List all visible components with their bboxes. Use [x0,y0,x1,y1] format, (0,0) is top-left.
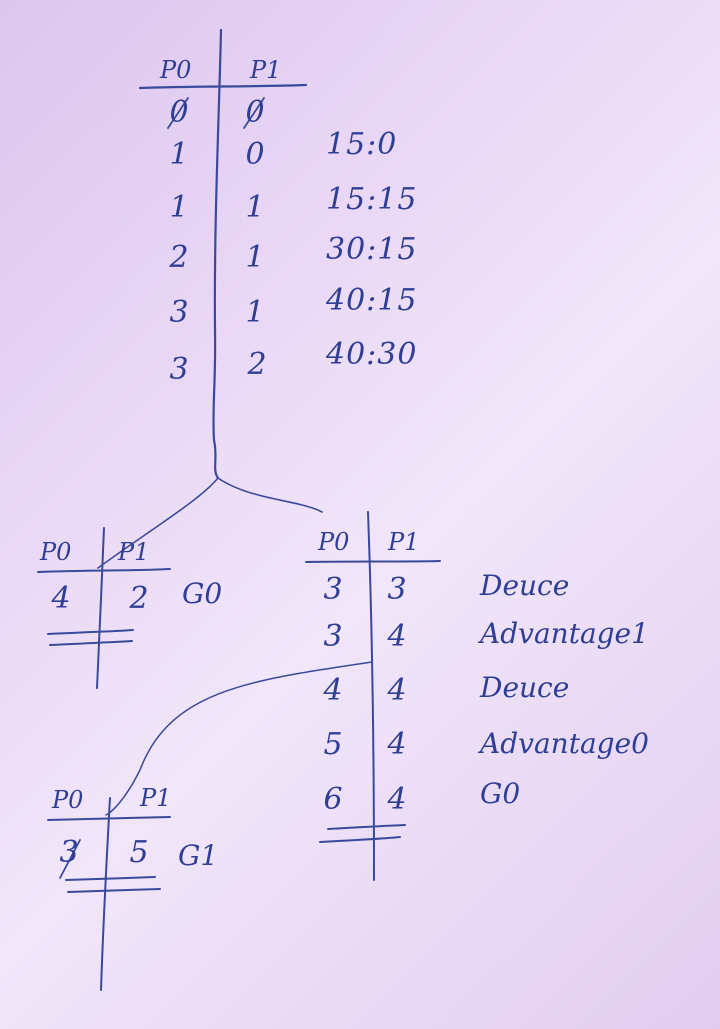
main-row3-score: 15:15 [326,182,418,217]
left-row1-p1: 2 [129,581,149,616]
bottom-row1-p1: 5 [129,835,149,870]
main-row6-score: 40:30 [326,337,418,372]
right-row4-p1: 4 [387,727,407,762]
left-row1-p0: 4 [51,581,71,616]
right-row1-p1: 3 [387,572,407,607]
left-table-vertical-line [97,528,104,688]
right-row4-p0: 5 [323,727,343,762]
left-row1-note: G0 [182,577,223,610]
right-table-double-line-2 [320,837,400,842]
branch-right-line [218,478,322,512]
right-row2-note: Advantage1 [480,617,649,650]
left-table-double-line-1 [48,630,133,634]
branch-left-line [98,478,218,568]
main-row1-p0: 0 [169,95,189,130]
bottom-header-p0: P0 [52,786,84,814]
left-header-p0: P0 [40,538,72,566]
right-row5-p0: 6 [323,782,343,817]
main-table-header-line [140,85,306,88]
bottom-table-vertical-line [101,798,110,990]
main-row6-p1: 2 [247,347,267,382]
bottom-table-double-line-2 [68,889,160,892]
main-row6-p0: 3 [169,352,189,387]
right-row3-p1: 4 [387,673,407,708]
main-table-vertical-line [213,30,221,478]
right-table-double-line-1 [328,825,405,829]
right-row5-note: G0 [480,777,521,810]
right-table-header-line [306,561,440,562]
main-row2-p1: 0 [245,137,265,172]
main-row3-p0: 1 [169,190,189,225]
right-header-p0: P0 [318,528,350,556]
main-row5-p0: 3 [169,295,189,330]
main-row2-score: 15:0 [326,127,398,162]
right-row2-p0: 3 [323,619,343,654]
main-row2-p0: 1 [169,137,189,172]
right-table-vertical-line [368,512,374,880]
left-table-header-line [38,569,170,572]
bottom-row1-note: G1 [178,839,219,872]
left-header-p1: P1 [118,538,150,566]
right-row5-p1: 4 [387,782,407,817]
main-row4-score: 30:15 [326,232,418,267]
main-row5-p1: 1 [245,295,265,330]
right-row1-p0: 3 [323,572,343,607]
right-row4-note: Advantage0 [480,727,649,760]
right-row3-note: Deuce [480,671,570,704]
bottom-header-p1: P1 [140,784,172,812]
right-row3-p0: 4 [323,673,343,708]
bottom-row1-p0: 3 [59,835,79,870]
bottom-table-double-line-1 [66,877,155,880]
main-row3-p1: 1 [245,190,265,225]
left-table-double-line-2 [50,641,132,645]
main-header-p1: P1 [250,56,282,84]
main-row5-score: 40:15 [326,283,418,318]
main-row1-p1: 0 [245,95,265,130]
right-row2-p1: 4 [387,619,407,654]
right-header-p1: P1 [388,528,420,556]
main-header-p0: P0 [160,56,192,84]
right-row1-note: Deuce [480,569,570,602]
main-row4-p0: 2 [169,240,189,275]
main-row4-p1: 1 [245,240,265,275]
